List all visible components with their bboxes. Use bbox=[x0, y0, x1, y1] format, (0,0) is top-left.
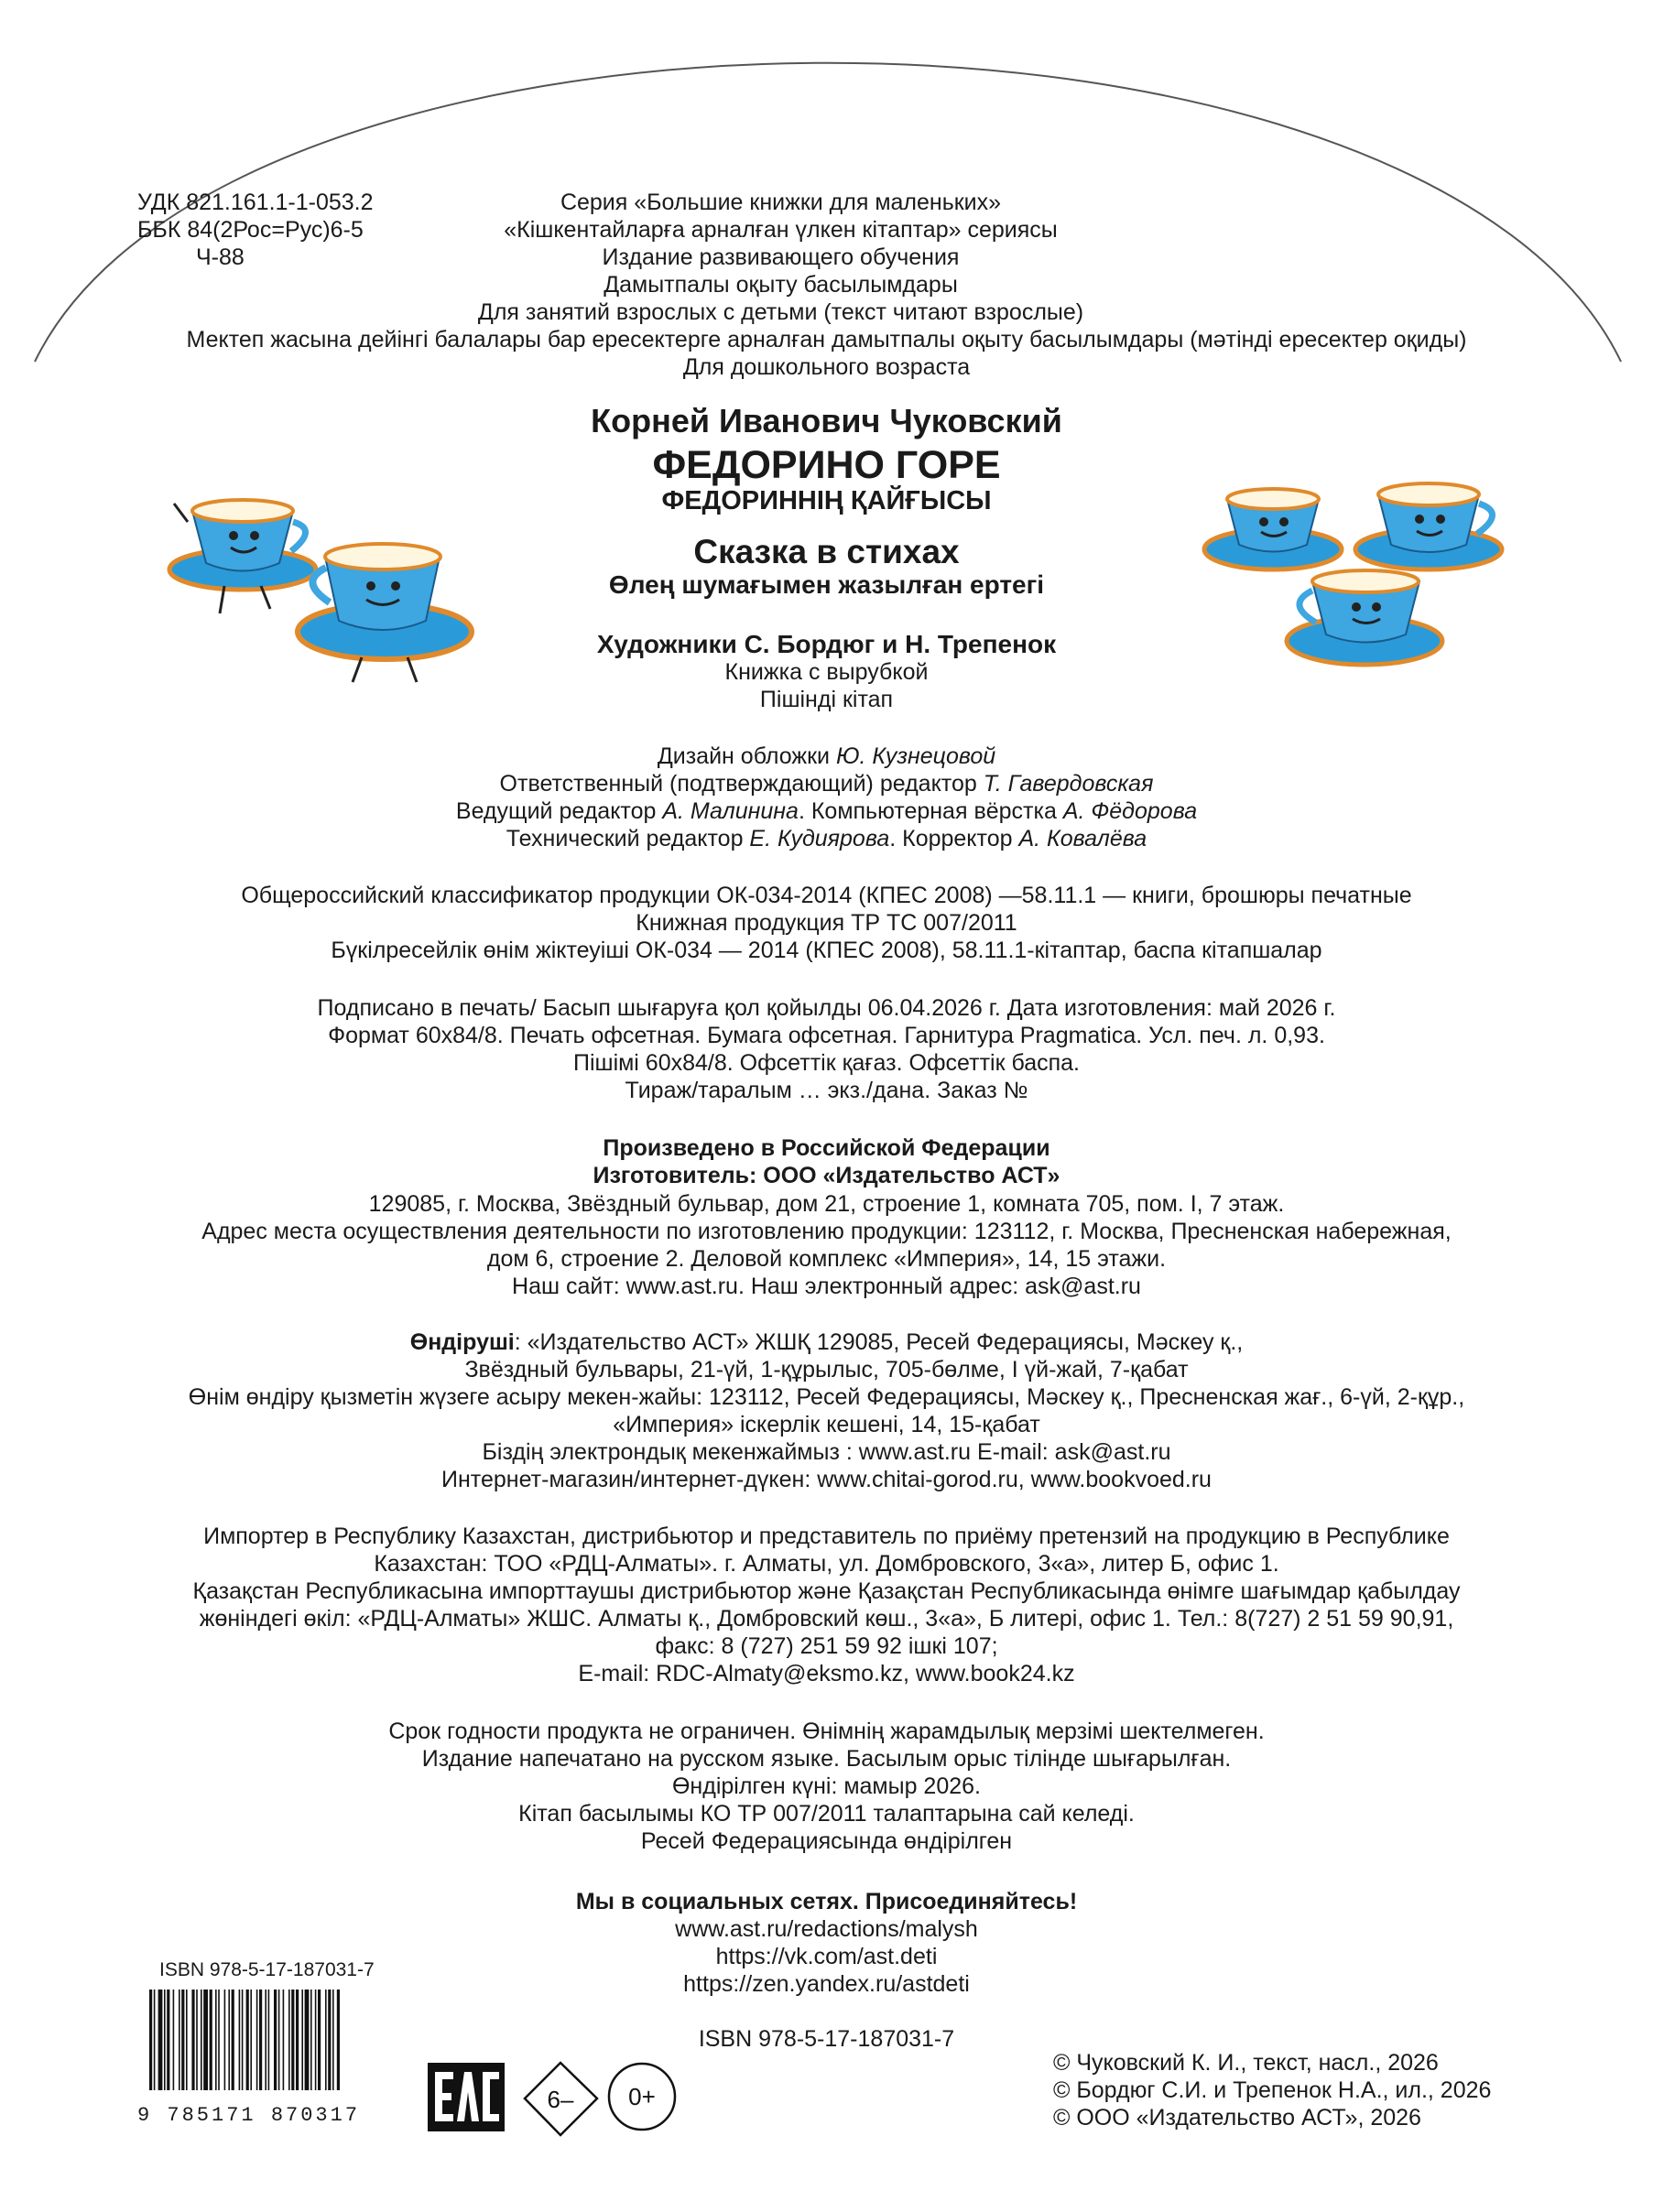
kz-maker-line bbox=[0, 1328, 1653, 1356]
classifier-line: Бүкілресейлік өнім жіктеуіші ОК-034 — 2014 (КПЕС 2008), 58.11.1-кітаптар, баспа кітапшалар bbox=[331, 938, 1322, 963]
bbk-line: ББК 84(2Рос=Рус)6-5 bbox=[137, 217, 364, 243]
barcode-isbn: ISBN 978-5-17-187031-7 bbox=[159, 1959, 375, 1980]
responsible-editor-credit bbox=[0, 770, 1653, 797]
importer-line: жөніндегі өкіл: «РДЦ-Алматы» ЖШС. Алматы қ., Домбровский көш., 3«а», Б литері, офис 1. Тел.: 8(727) 2 51 59 90,91, bbox=[199, 1606, 1454, 1632]
social-link[interactable]: https://zen.yandex.ru/astdeti bbox=[683, 1971, 970, 1997]
artists: Художники С. Бордюг и Н. Трепенок bbox=[596, 630, 1057, 658]
made-in-heading: Произведено в Российской Федерации bbox=[603, 1135, 1050, 1161]
series-line: «Кішкентайларға арналған үлкен кітаптар» сериясы bbox=[504, 217, 1058, 243]
kz-maker-line: Интернет-магазин/интернет-дүкен: www.chitai-gorod.ru, www.bookvoed.ru bbox=[441, 1467, 1212, 1492]
series-line: Дамытпалы оқыту басылымдары bbox=[604, 272, 958, 298]
print-line: Подписано в печать/ Басып шығаруға қол қойылды 06.04.2026 г. Дата изготовления: май 2026 г. bbox=[317, 995, 1336, 1021]
copyright-line: © Чуковский К. И., текст, насл., 2026 bbox=[1053, 2050, 1439, 2076]
credit-label: Ответственный (подтверждающий) редактор bbox=[499, 771, 984, 797]
kz-maker-line: «Империя» іскерлік кешені, 14, 15-қабат bbox=[613, 1412, 1040, 1437]
shelf-line: Өндірілген күні: мамыр 2026. bbox=[671, 1773, 981, 1799]
credit-name: Т. Гавердовская bbox=[983, 771, 1154, 797]
credit-label: Технический редактор bbox=[506, 826, 750, 851]
kz-maker-label: Өндіруші bbox=[409, 1329, 515, 1355]
credit-name: А. Фёдорова bbox=[1062, 798, 1198, 824]
copyright-line: © ООО «Издательство АСТ», 2026 bbox=[1053, 2105, 1421, 2131]
author-mark: Ч-88 bbox=[196, 244, 245, 270]
print-line: Пішімі 60х84/8. Офсеттік қағаз. Офсеттік баспа. bbox=[572, 1050, 1080, 1076]
social-link[interactable]: https://vk.com/ast.deti bbox=[715, 1944, 938, 1969]
tech-editor-credit bbox=[0, 825, 1653, 852]
barcode-image bbox=[149, 1990, 386, 2090]
classifier-line: Общероссийский классификатор продукции ОК-034-2014 (КПЕС 2008) —58.11.1 — книги, брошюры печатные bbox=[241, 883, 1412, 908]
importer-line: E-mail: RDC-Almaty@eksmo.kz, www.book24.kz bbox=[578, 1661, 1075, 1686]
credit-name: Ю. Кузнецовой bbox=[835, 743, 996, 769]
udk-line: УДК 821.161.1-1-053.2 bbox=[137, 190, 374, 215]
age-0-plus-badge bbox=[605, 2060, 679, 2133]
cover-design-credit bbox=[0, 743, 1653, 770]
importer-line: факс: 8 (727) 251 59 92 ішкі 107; bbox=[655, 1633, 998, 1659]
teacups-illustration-left bbox=[156, 494, 476, 691]
book-type-ru: Книжка с вырубкой bbox=[724, 659, 929, 685]
series-line: Мектеп жасына дейінгі балалары бар ересектерге арналған дамытпалы оқыту басылымдары (мәтінді ересектер оқиды) bbox=[186, 327, 1467, 352]
subtitle-ru: Сказка в стихах bbox=[693, 533, 960, 570]
shelf-line: Срок годности продукта не ограничен. Өнімнің жарамдылық мерзімі шектелмеген. bbox=[388, 1719, 1265, 1744]
importer-line: Казахстан: ТОО «РДЦ-Алматы». г. Алматы, ул. Домбровского, 3«а», литер Б, офис 1. bbox=[374, 1551, 1279, 1577]
credit-label: Ведущий редактор bbox=[455, 798, 663, 824]
classifier-line: Книжная продукция ТР ТС 007/2011 bbox=[636, 910, 1017, 936]
social-heading: Мы в социальных сетях. Присоединяйтесь! bbox=[575, 1889, 1078, 1914]
kz-maker-line: Звёздный бульвары, 21-үй, 1-құрылыс, 705-бөлме, I үй-жай, 7-қабат bbox=[464, 1357, 1189, 1382]
manufacturer-heading: Изготовитель: ООО «Издательство АСТ» bbox=[593, 1163, 1060, 1188]
barcode-digits: 9 785171 870317 bbox=[137, 2104, 361, 2127]
manufacturer-line: дом 6, строение 2. Деловой комплекс «Империя», 14, 15 этажи. bbox=[486, 1246, 1167, 1272]
print-line: Тираж/таралым … экз./дана. Заказ № bbox=[625, 1078, 1028, 1103]
manufacturer-line: Адрес места осуществления деятельности по изготовлению продукции: 123112, г. Москва, Пресненская набережная, bbox=[201, 1219, 1452, 1244]
age-6-minus-badge bbox=[522, 2060, 600, 2138]
manufacturer-line: 129085, г. Москва, Звёздный бульвар, дом 21, строение 1, комната 705, пом. I, 7 этаж. bbox=[368, 1191, 1285, 1217]
shelf-line: Кітап басылымы КО ТР 007/2011 талаптарына сай келеді. bbox=[518, 1801, 1135, 1827]
credit-name: А. Ковалёва bbox=[1018, 826, 1147, 851]
manufacturer-line: Наш сайт: www.ast.ru. Наш электронный адрес: ask@ast.ru bbox=[512, 1274, 1141, 1299]
isbn-line: ISBN 978-5-17-187031-7 bbox=[698, 2026, 955, 2052]
kz-maker-line: Өнім өндіру қызметін жүзеге асыру мекен-жайы: 123112, Ресей Федерациясы, Мәскеу қ., Пресненская жағ., 6-үй, 2-құр., bbox=[188, 1384, 1465, 1410]
title-kz: ФЕДОРИННІҢ ҚАЙҒЫСЫ bbox=[661, 486, 992, 515]
series-line: Для занятий взрослых с детьми (текст читают взрослые) bbox=[477, 299, 1084, 325]
credit-label: . Корректор bbox=[889, 826, 1019, 851]
kz-maker-text: : «Издательство АСТ» ЖШҚ 129085, Ресей Федерациясы, Мәскеу қ., bbox=[514, 1329, 1244, 1355]
kz-maker-line: Біздің электрондық мекенжаймыз : www.ast.ru E-mail: ask@ast.ru bbox=[482, 1439, 1171, 1465]
credit-name: А. Малинина bbox=[662, 798, 799, 824]
eac-mark-icon bbox=[428, 2063, 505, 2131]
credit-label: . Компьютерная вёрстка bbox=[798, 798, 1063, 824]
lead-editor-credit bbox=[0, 797, 1653, 825]
title-ru: ФЕДОРИНО ГОРЕ bbox=[652, 443, 1001, 487]
shelf-line: Издание напечатано на русском языке. Басылым орыс тілінде шығарылған. bbox=[421, 1746, 1232, 1772]
credit-label: Дизайн обложки bbox=[657, 743, 836, 769]
series-line: Издание развивающего обучения bbox=[602, 244, 960, 270]
copyright-line: © Бордюг С.И. и Трепенок Н.А., ил., 2026 bbox=[1053, 2077, 1492, 2103]
age-0-label: 0+ bbox=[628, 2083, 656, 2110]
importer-line: Импортер в Республику Казахстан, дистрибьютор и представитель по приёму претензий на продукцию в Республике bbox=[203, 1523, 1450, 1549]
age-6-label: 6– bbox=[547, 2086, 574, 2113]
series-line: Для дошкольного возраста bbox=[682, 354, 971, 380]
subtitle-kz: Өлең шумағымен жазылған ертегі bbox=[608, 570, 1045, 599]
teacups-illustration-right bbox=[1195, 481, 1529, 691]
author-name: Корней Иванович Чуковский bbox=[591, 402, 1062, 439]
print-line: Формат 60х84/8. Печать офсетная. Бумага офсетная. Гарнитура Pragmatica. Усл. печ. л. 0,93. bbox=[328, 1023, 1325, 1048]
social-link[interactable]: www.ast.ru/redactions/malysh bbox=[675, 1916, 978, 1942]
book-type-kz: Пішінді кітап bbox=[759, 687, 894, 712]
shelf-line: Ресей Федерациясында өндірілген bbox=[640, 1828, 1013, 1854]
series-line: Серия «Большие книжки для маленьких» bbox=[560, 190, 1002, 215]
credit-name: Е. Кудиярова bbox=[749, 826, 890, 851]
importer-line: Қазақстан Республикасына импорттаушы дистрибьютор және Қазақстан Республикасында өнімге шағымдар қабылдау bbox=[192, 1578, 1461, 1604]
